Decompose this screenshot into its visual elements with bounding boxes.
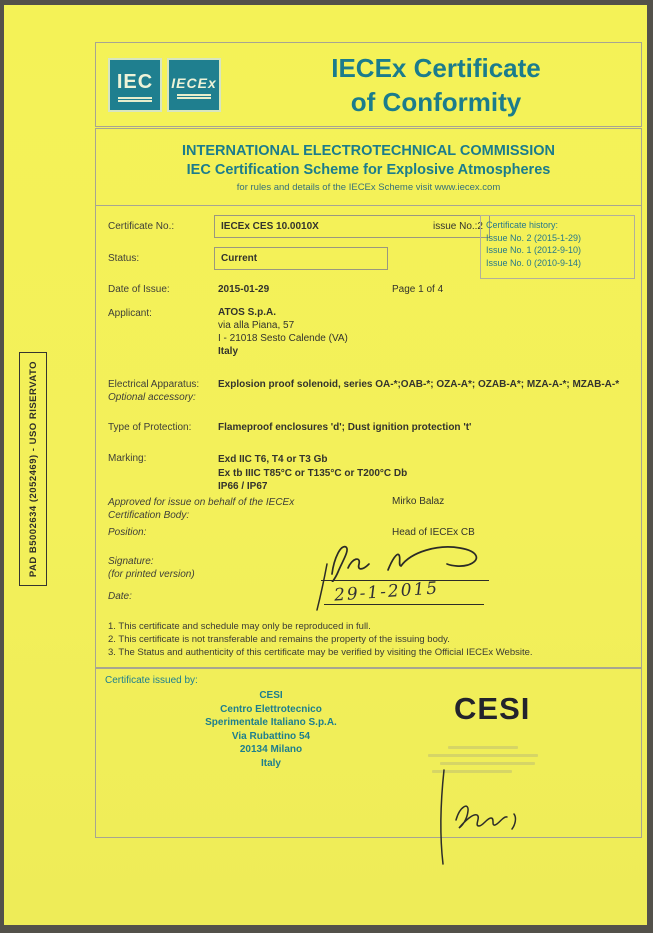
vertical-reference-box <box>19 352 47 586</box>
applicant-name: ATOS S.p.A. <box>218 307 276 318</box>
handwritten-date: 29-1-2015 <box>333 578 440 606</box>
history-item: Issue No. 1 (2012-9-10) <box>486 245 582 255</box>
status-label: Status: <box>108 253 140 264</box>
iecex-logo-text: IECEx <box>171 74 217 91</box>
applicant-address2: I - 21018 Sesto Calende (VA) <box>218 333 348 344</box>
certificate-title <box>236 51 636 119</box>
apparatus-label: Electrical Apparatus: <box>108 379 200 390</box>
certificate-history-box <box>480 215 635 279</box>
date-of-issue-value: 2015-01-29 <box>218 284 270 295</box>
title-line1: IECEx Certificate <box>331 53 541 83</box>
approved-label-line2: Certification Body: <box>108 510 190 521</box>
note-line: 2. This certificate is not transferable and remains the property of the issuing body. <box>108 634 450 645</box>
iec-logo-lines <box>118 97 152 99</box>
title-line2: of Conformity <box>350 87 522 117</box>
status-field <box>214 247 388 270</box>
position-value: Head of IECEx CB <box>392 527 475 538</box>
iec-logo-text: IEC <box>116 71 154 93</box>
commission-line1: INTERNATIONAL ELECTROTECHNICAL COMMISSION <box>182 143 555 159</box>
certificate-no-label: Certificate No.: <box>108 221 175 232</box>
approved-label-line1: Approved for issue on behalf of the IECEx <box>108 497 295 508</box>
note-line: 1. This certificate and schedule may only be reproduced in full. <box>108 621 371 632</box>
applicant-block <box>218 306 348 358</box>
issuer-signature <box>428 768 543 868</box>
approved-label-block <box>108 496 294 522</box>
applicant-address1: via alla Piana, 57 <box>218 320 295 331</box>
protection-label: Type of Protection: <box>108 422 192 433</box>
signature-label-block <box>108 555 195 581</box>
commission-subline: for rules and details of the IECEx Scheme visit www.iecex.com <box>236 182 501 193</box>
date-label: Date: <box>108 591 132 602</box>
status-value: Current <box>221 253 258 264</box>
issuing-org-block <box>161 689 381 770</box>
certificate-no-value: IECEx CES 10.0010X <box>221 221 319 232</box>
header-box <box>95 42 642 127</box>
marking-label: Marking: <box>108 453 147 464</box>
history-title: Certificate history: <box>486 220 559 230</box>
protection-value: Flameproof enclosures 'd'; Dust ignition protection 't' <box>218 422 472 433</box>
issuing-org-line: 20134 Milano <box>239 744 303 755</box>
apparatus-label-block <box>108 378 199 404</box>
iecex-logo-lines <box>177 94 211 96</box>
handwritten-signature <box>318 540 490 582</box>
marking-line: Ex tb IIIC T85°C or T135°C or T200°C Db <box>218 467 408 479</box>
iec-logo-icon <box>108 58 162 112</box>
apparatus-value: Explosion proof solenoid, series OA-*;OAB-*; OZA-A*; OZAB-A*; MZA-A-*; MZAB-A-* <box>218 379 620 390</box>
history-item: Issue No. 2 (2015-1-29) <box>486 232 582 243</box>
certificate-no-field <box>214 215 490 238</box>
issue-no-value: issue No.:2 <box>432 221 483 232</box>
notes-block <box>108 620 533 659</box>
marking-block <box>218 453 407 494</box>
signature-sublabel: (for printed version) <box>108 569 195 580</box>
marking-line: Exd IIC T6, T4 or T3 Gb <box>218 454 328 465</box>
applicant-label: Applicant: <box>108 308 152 319</box>
issuing-org-line: Sperimentale Italiano S.p.A. <box>205 717 337 728</box>
applicant-country: Italy <box>218 346 239 357</box>
issuing-org-line: Italy <box>260 757 281 769</box>
marking-line: IP66 / IP67 <box>218 481 268 492</box>
certificate-body-box <box>95 205 642 668</box>
date-of-issue-label: Date of Issue: <box>108 284 170 295</box>
issued-by-label: Certificate issued by: <box>105 675 198 686</box>
issuing-org-line: Via Rubattino 54 <box>231 730 311 742</box>
commission-line2: IEC Certification Scheme for Explosive Atmospheres <box>186 162 551 178</box>
position-label: Position: <box>108 527 147 538</box>
vertical-reference-text: PAD B5002634 (2052469) - USO RISERVATO <box>27 360 39 578</box>
optional-accessory-label: Optional accessory: <box>108 392 196 403</box>
date-line <box>324 604 484 605</box>
history-item: Issue No. 0 (2010-9-14) <box>486 257 582 268</box>
issued-by-box <box>95 668 642 838</box>
issuing-org-line: Centro Elettrotecnico <box>220 703 322 715</box>
note-line: 3. The Status and authenticity of this certificate may be verified by visiting the Official IECEx Website. <box>108 647 533 658</box>
page-number-text: Page 1 of 4 <box>392 284 444 295</box>
approved-name: Mirko Balaz <box>392 496 445 507</box>
issuing-org-line: CESI <box>259 690 283 701</box>
iecex-logo-icon <box>167 58 221 112</box>
cesi-logo: CESI <box>454 691 531 726</box>
commission-box <box>95 128 642 206</box>
signature-label: Signature: <box>108 556 154 567</box>
